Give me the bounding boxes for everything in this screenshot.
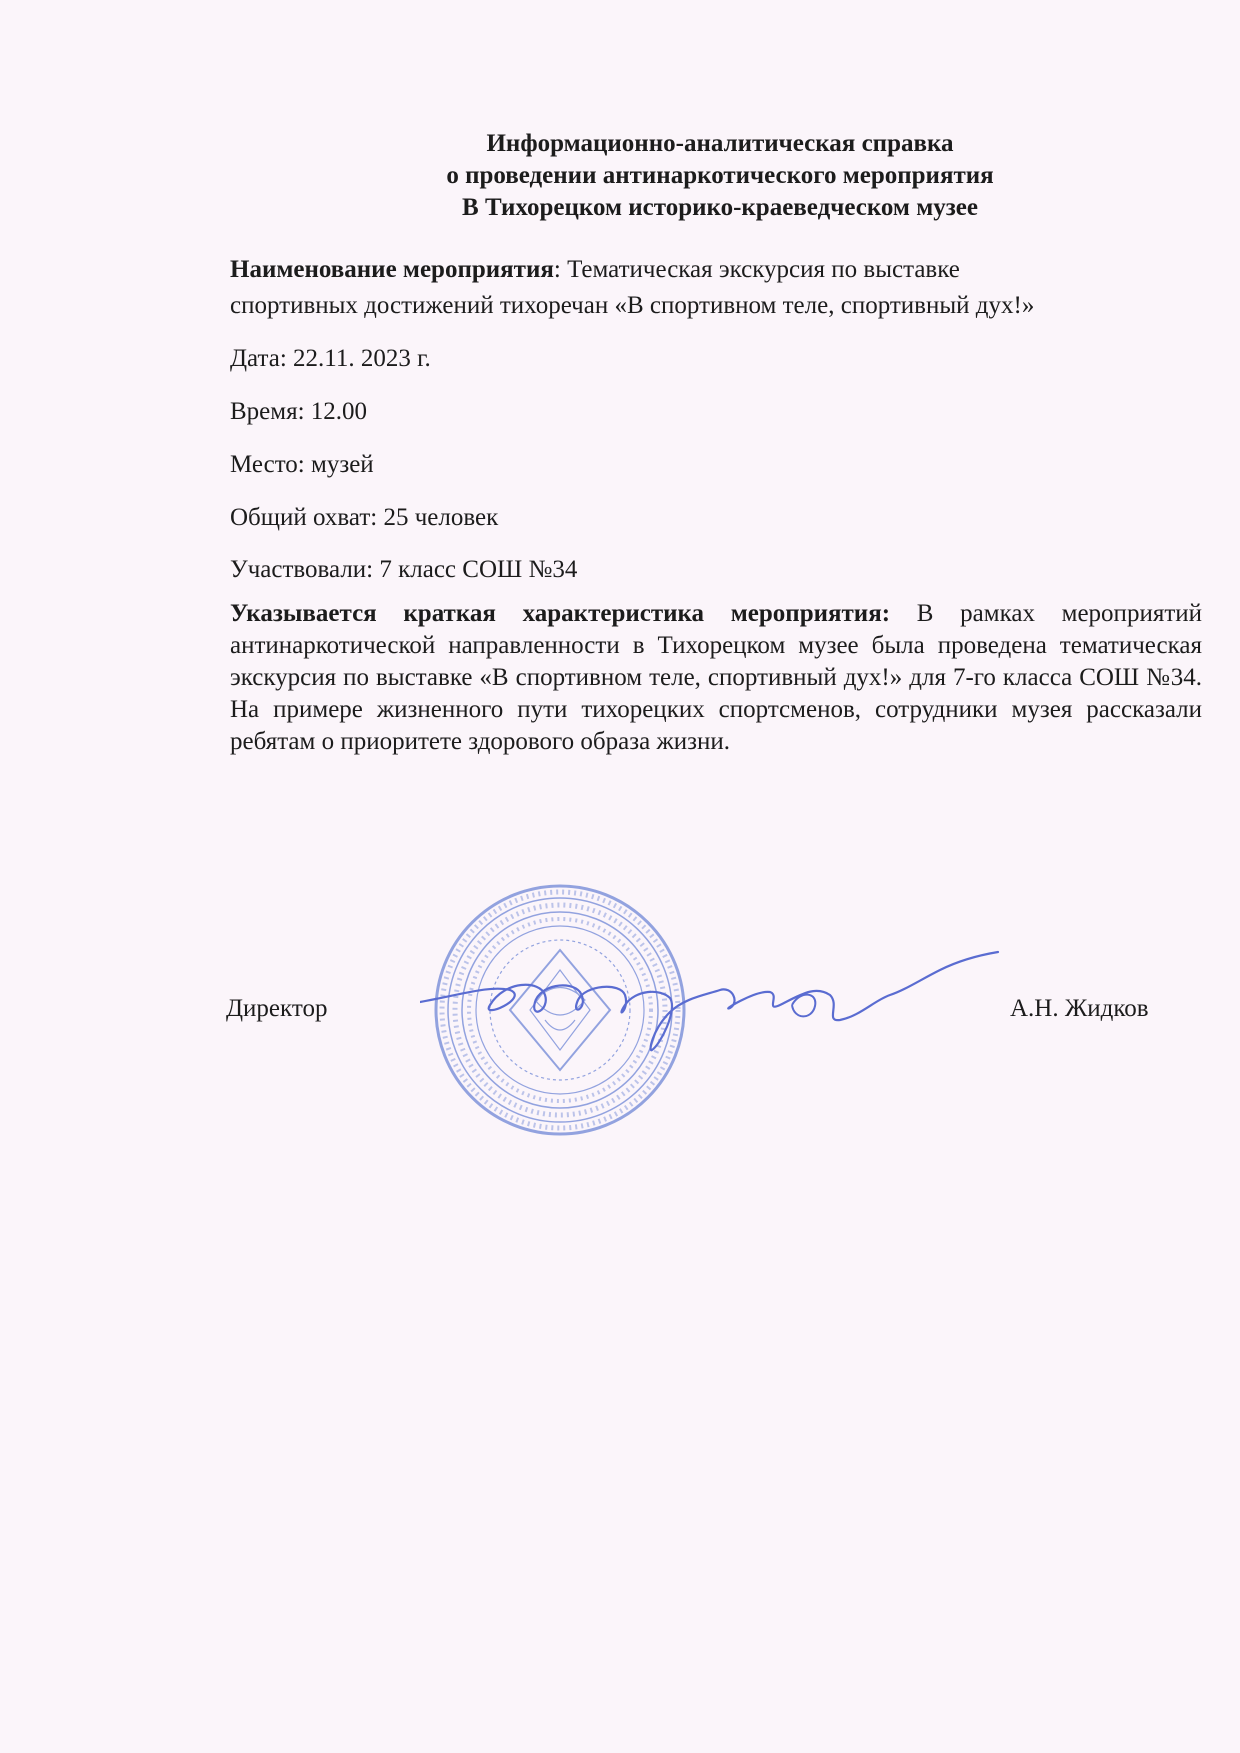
signatory-name: А.Н. Жидков xyxy=(1010,995,1149,1022)
event-time: Время: 12.00 xyxy=(230,398,368,425)
event-participants: Участвовали: 7 класс СОШ №34 xyxy=(230,556,578,583)
event-date: Дата: 22.11. 2023 г. xyxy=(230,345,431,372)
event-name-label: Наименование мероприятия xyxy=(230,256,554,283)
signature-position: Директор xyxy=(226,995,328,1022)
event-name-line-2: спортивных достижений тихоречан «В спортивном теле, спортивный дух!» xyxy=(230,292,1035,319)
title-line-2: о проведении антинаркотического мероприятия xyxy=(446,162,994,189)
event-description xyxy=(230,598,1202,758)
description-text: В рамках мероприятий антинаркотической направленности в Тихорецком музее была проведена тематическая экскурсия по выставке «В спортивном теле, спортивный дух!» для 7-го класса СОШ №34. На примере жизненного пути тихорецких спортсменов, сотрудники музея рассказали ребятам о приоритете здорового образа жизни. xyxy=(230,600,1202,755)
handwritten-signature xyxy=(420,950,1000,1060)
event-place: Место: музей xyxy=(230,451,374,478)
event-name-line-1 xyxy=(230,254,1210,286)
title-line-1: Информационно-аналитическая справка xyxy=(486,130,954,157)
title-line-3: В Тихорецком историко-краеведческом музее xyxy=(462,194,978,221)
event-coverage: Общий охват: 25 человек xyxy=(230,504,499,531)
document-title xyxy=(230,128,1210,224)
event-name-value: : Тематическая экскурсия по выставке xyxy=(553,256,960,283)
description-label: Указывается краткая характеристика мероприятия: xyxy=(230,600,891,627)
